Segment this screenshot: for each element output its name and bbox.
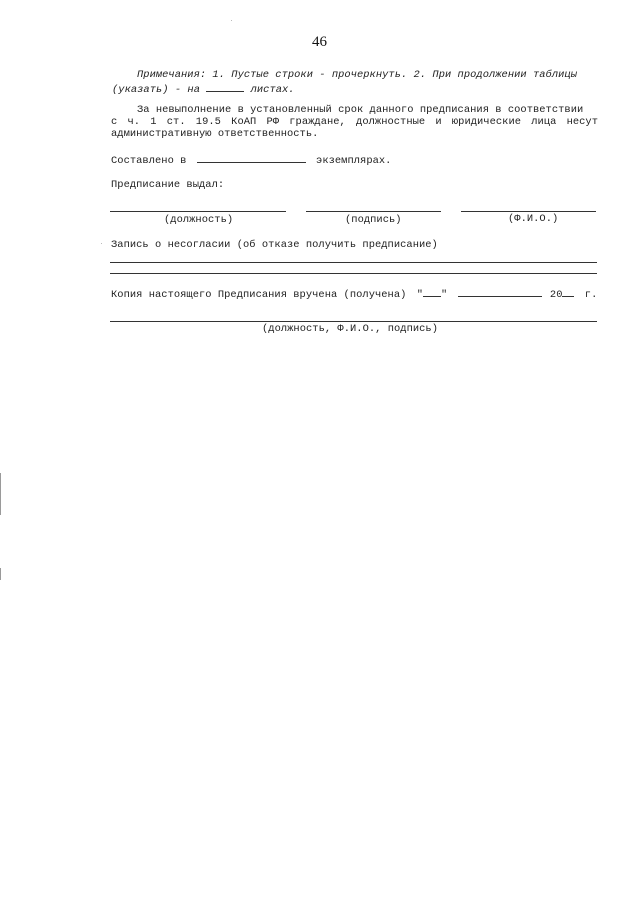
disagreement-label: Запись о несогласии (об отказе получить предписание) (111, 239, 438, 251)
year-suffix: г. (584, 289, 598, 301)
quote-close: " (441, 289, 448, 301)
warning-line-1: За невыполнение в установленный срок данного предписания в соответствии (137, 104, 584, 116)
notes-line-2 (112, 82, 295, 96)
issued-by-label: Предписание выдал: (111, 179, 225, 191)
warning-line-2: с ч. 1 ст. 19.5 КоАП РФ граждане, должностные и юридические лица несут (111, 116, 598, 128)
copy-delivered-prefix: Копия настоящего Предписания вручена (получена) (111, 289, 407, 301)
scan-artifact-mark (0, 568, 1, 580)
month-blank (458, 287, 542, 297)
position-signature-line (110, 211, 286, 212)
position-caption: (должность) (164, 214, 234, 226)
sheet-count-blank (206, 82, 244, 92)
scan-artifact-mark (0, 473, 1, 515)
notes-line-2-prefix: (указать) - на (112, 84, 200, 96)
composed-suffix: экземплярах. (316, 155, 392, 167)
disagreement-line-2 (110, 273, 597, 274)
recipient-caption: (должность, Ф.И.О., подпись) (262, 323, 438, 335)
recipient-line (110, 321, 597, 322)
scan-artifact-dot (231, 20, 232, 21)
scan-artifact-dot (101, 243, 102, 244)
year-blank (562, 287, 574, 297)
page-number: 46 (312, 34, 327, 50)
notes-line-2-suffix: листах. (250, 84, 295, 96)
signature-caption: (подпись) (345, 214, 402, 226)
copies-count-blank (197, 153, 306, 163)
signature-line (306, 211, 441, 212)
fio-caption: (Ф.И.О.) (508, 213, 559, 225)
warning-line-3: административную ответственность. (111, 128, 319, 140)
fio-line (461, 211, 596, 212)
copy-delivered-line (111, 287, 597, 301)
quote-open: " (416, 289, 424, 301)
notes-line-1: Примечания: 1. Пустые строки - прочеркнуть. 2. При продолжении таблицы (137, 69, 577, 81)
day-blank (423, 287, 441, 297)
composed-line (111, 153, 391, 167)
composed-prefix: Составлено в (111, 155, 187, 167)
year-prefix: 20 (549, 289, 563, 301)
disagreement-line-1 (110, 262, 597, 263)
